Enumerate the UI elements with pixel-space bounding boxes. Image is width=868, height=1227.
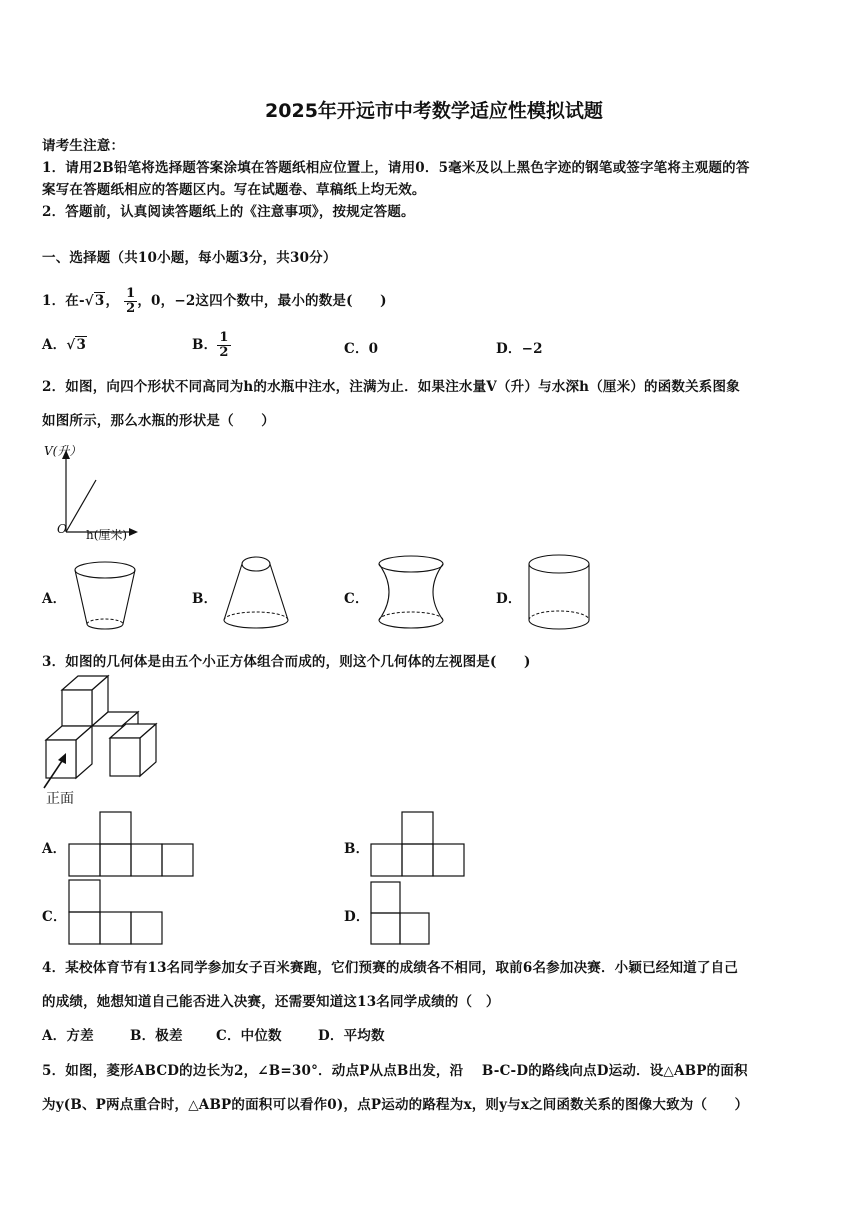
q2-option-a[interactable]: A． bbox=[42, 591, 67, 607]
q3-option-d[interactable]: D． bbox=[344, 909, 370, 925]
notice-heading: 请考生注意： bbox=[42, 138, 125, 154]
graph-x-label: h(厘米) bbox=[86, 528, 128, 542]
q2-option-b[interactable]: B． bbox=[192, 591, 218, 607]
question-1 bbox=[42, 282, 387, 320]
bottle-d-icon bbox=[526, 552, 592, 636]
q4-line-1: 4．某校体育节有13名同学参加女子百米赛跑，它们预赛的成绩各不相同，取前6名参加决赛．小颖已经知道了自己 bbox=[42, 960, 738, 976]
front-label: 正面 bbox=[46, 791, 74, 807]
q1-prefix: 1．在- bbox=[42, 293, 85, 309]
view-option-d bbox=[370, 881, 434, 947]
view-option-a bbox=[68, 811, 198, 877]
q1-option-d[interactable]: D．−2 bbox=[496, 341, 543, 357]
q4-line-2: 的成绩，她想知道自己能否进入决赛，还需要知道这13名同学成绩的（ ） bbox=[42, 994, 500, 1010]
sqrt-symbol: √3 bbox=[84, 293, 105, 309]
q1-option-c[interactable]: C．0 bbox=[344, 341, 379, 357]
fraction-half: $\frac{1}{2}$ bbox=[126, 286, 136, 316]
q3-option-b[interactable]: B． bbox=[344, 841, 370, 857]
q2-option-d[interactable]: D． bbox=[496, 591, 522, 607]
q3-text: 3．如图的几何体是由五个小正方体组合而成的，则这个几何体的左视图是( ) bbox=[42, 654, 531, 670]
q4-option-a[interactable]: A．方差 bbox=[42, 1028, 94, 1044]
page-title: 2025年开远市中考数学适应性模拟试题 bbox=[265, 100, 603, 122]
section-heading: 一、选择题（共10小题，每小题3分，共30分） bbox=[42, 250, 337, 266]
notice-line-3: 2．答题前，认真阅读答题纸上的《注意事项》，按规定答题。 bbox=[42, 204, 415, 220]
q1-sep: ， bbox=[105, 293, 120, 309]
q2-line-1: 2．如图，向四个形状不同高同为h的水瓶中注水，注满为止．如果注水量V（升）与水深h（厘米）的函数关系图象 bbox=[42, 379, 740, 395]
bottle-a-icon bbox=[72, 558, 138, 634]
q5-line-1: 5．如图，菱形ABCD的边长为2，∠B=30°．动点P从点B出发，沿 B-C-D的路线向点D运动．设△ABP的面积 bbox=[42, 1063, 748, 1079]
bottle-b-icon bbox=[220, 552, 292, 636]
q1-rest: ，0，−2这四个数中，最小的数是( ) bbox=[137, 293, 387, 309]
q2-line-2: 如图所示，那么水瓶的形状是（ ） bbox=[42, 413, 275, 429]
q1-option-a[interactable]: A．√3 bbox=[42, 326, 87, 364]
bottle-c-icon bbox=[375, 552, 447, 636]
q4-option-c[interactable]: C．中位数 bbox=[216, 1028, 282, 1044]
sqrt-symbol: √3 bbox=[66, 337, 87, 353]
q5-line-2: 为y(B、P两点重合时，△ABP的面积可以看作0)，点P运动的路程为x，则y与x之间函数关系的图像大致为（ ） bbox=[42, 1097, 749, 1113]
q3-option-a[interactable]: A． bbox=[42, 841, 67, 857]
q2-option-c[interactable]: C． bbox=[344, 591, 369, 607]
graph-origin-label: O bbox=[57, 522, 67, 536]
notice-line-2: 案写在答题纸相应的答题区内。写在试题卷、草稿纸上均无效。 bbox=[42, 182, 426, 198]
graph-y-label: V(升） bbox=[44, 444, 82, 458]
q4-option-d[interactable]: D．平均数 bbox=[318, 1028, 385, 1044]
q1-option-b[interactable]: B． $\frac{1}{2}$ bbox=[192, 330, 229, 360]
q4-option-b[interactable]: B．极差 bbox=[130, 1028, 183, 1044]
fraction-half: $\frac{1}{2}$ bbox=[219, 330, 229, 360]
view-option-b bbox=[370, 811, 470, 877]
notice-line-1: 1．请用2B铅笔将选择题答案涂填在答题纸相应位置上，请用0．5毫米及以上黑色字迹的钢笔或签字笔将主观题的答 bbox=[42, 160, 750, 176]
q3-option-c[interactable]: C． bbox=[42, 909, 67, 925]
view-option-c bbox=[68, 879, 168, 945]
